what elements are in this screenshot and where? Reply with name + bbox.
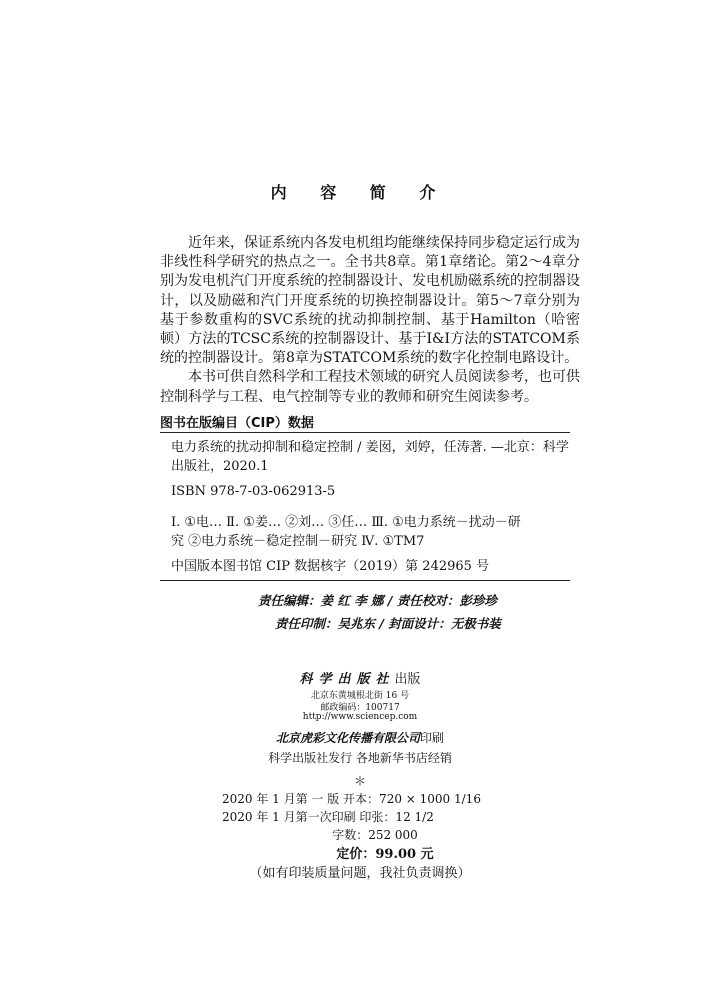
print-line: 2020 年 1 月第一次印刷 印张：12 1/2 [222,810,434,824]
cip-classification-line-1: Ⅰ. ①电… Ⅱ. ①姜… ②刘… ③任… Ⅲ. ①电力系统－扰动－研 [171,515,521,530]
cip-top-rule [160,432,570,433]
edition-line: 2020 年 1 月第 一 版 开本：720 × 1000 1/16 [222,792,481,806]
cip-bottom-rule [160,580,570,581]
printer-suffix: 印刷 [420,731,445,745]
printer-line [0,727,720,746]
word-count: 字数：252 000 [332,828,418,842]
publisher-postcode: 邮政编码：100717 [320,703,400,713]
page-title: 内 容 简 介 [270,183,450,202]
abstract-paragraph-2: 本书可供自然科学和工程技术领域的研究人员阅读参考，也可供控制科学与工程、电气控制等专业的教师和研究生阅读参考。 [160,369,580,405]
cip-heading: 图书在版编目（CIP）数据 [160,416,314,431]
cip-isbn: ISBN 978-7-03-062913-5 [171,484,336,499]
cip-title-line-2: 出版社，2020.1 [171,459,269,474]
editor-credits: 责任编辑：姜 红 李 娜 / 责任校对：彭珍珍 [258,593,497,608]
publisher-line [0,668,720,687]
divider-star: ＊ [353,774,366,788]
publisher-address: 北京东黄城根北街 16 号 [310,691,410,701]
publisher-website: http://www.sciencep.com [302,712,418,722]
cip-classification-line-2: 究 ②电力系统－稳定控制－研究 Ⅳ. ①TM7 [171,534,425,549]
publisher-suffix: 出版 [394,672,421,687]
cip-number: 中国版本图书馆 CIP 数据核字（2019）第 242965 号 [171,559,490,574]
cip-title-line-1: 电力系统的扰动抑制和稳定控制 / 姜囡，刘婷，任涛著. —北京：科学 [171,440,569,455]
distribution-line: 科学出版社发行 各地新华书店经销 [268,751,452,765]
quality-notice: （如有印装质量问题，我社负责调换） [249,866,471,881]
abstract-paragraph-1: 近年来，保证系统内各发电机组均能继续保持同步稳定运行成为非线性科学研究的热点之一。全书共8章。第1章绪论。第2～4章分别为发电机汽门开度系统的控制器设计、发电机励磁系统的控制器设计，以及励磁和汽门开度系统的切换控制器设计。第5～7章分别为基于参数重构的SVC系统的扰动抑制控制、基于Hamilton（哈密顿）方法的TCSC系统的控制器设计、基于I&I方法的STATCOM系统的控制器设计。第8章为STATCOM系统的数字化控制电路设计。 [160,235,580,367]
printer-name: 北京虎彩文化传播有限公司 [275,731,420,745]
price: 定价：99.00 元 [336,847,434,862]
print-credits: 责任印制：吴兆东 / 封面设计：无极书装 [275,616,501,631]
publisher-name: 科学出版社 [299,672,395,687]
abstract [160,234,580,407]
